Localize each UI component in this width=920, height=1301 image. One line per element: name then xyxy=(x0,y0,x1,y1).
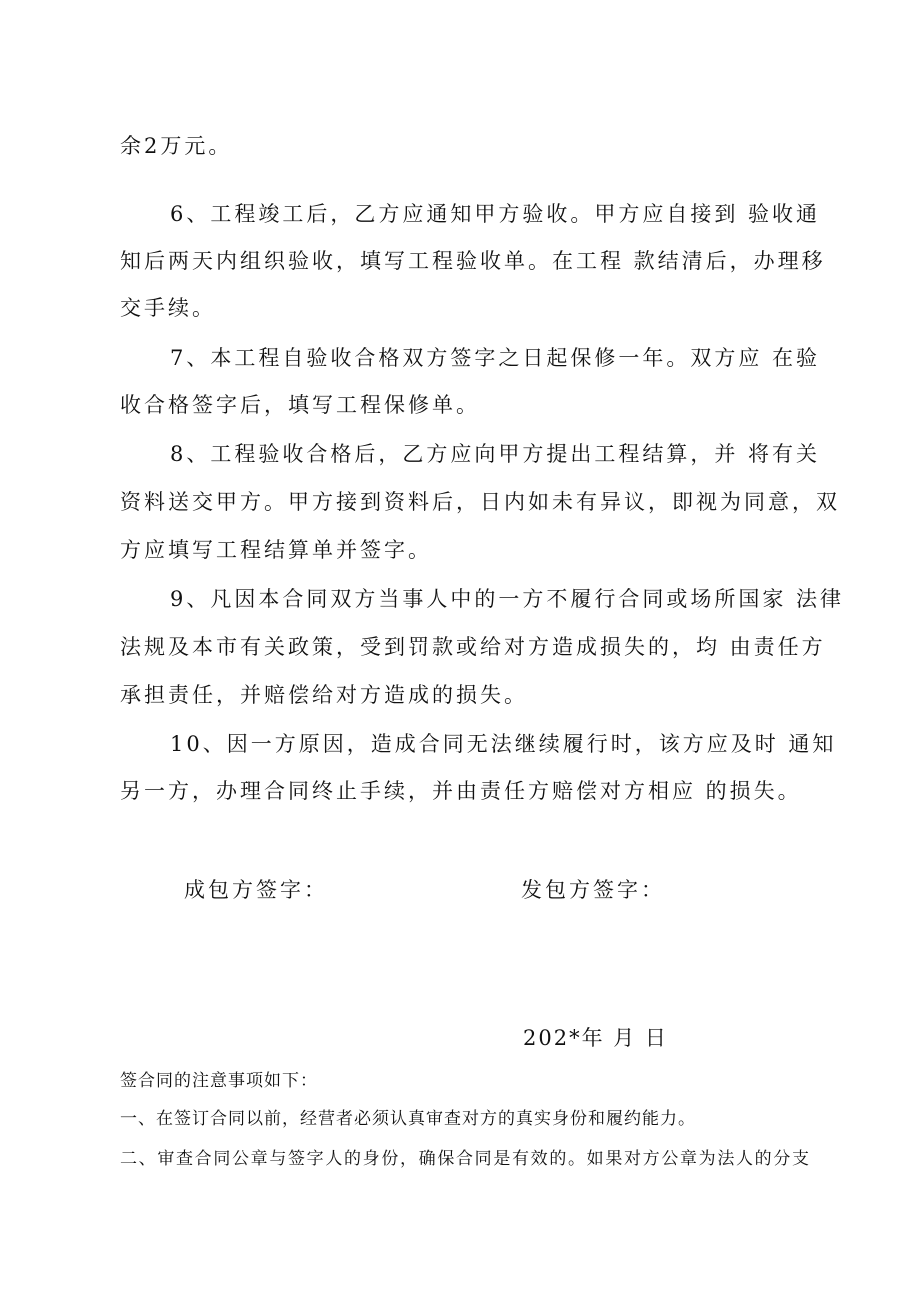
notes-item-1: 一、在签订合同以前，经营者必须认真审查对方的真实身份和履约能力。 xyxy=(120,1109,696,1129)
clause-6-line-3: 交手续。 xyxy=(120,296,216,320)
clause-8-line-2: 资料送交甲方。甲方接到资料后，日内如未有异议，即视为同意，双 xyxy=(120,490,840,514)
clause-5-tail: 余2万元。 xyxy=(120,134,233,158)
notes-item-2: 二、审查合同公章与签字人的身份，确保合同是有效的。如果对方公章为法人的分支 xyxy=(120,1149,810,1169)
clause-10-line-1: 10、因一方原因，造成合同无法继续履行时，该方应及时 通知 xyxy=(170,732,837,756)
clause-6-line-2: 知后两天内组织验收，填写工程验收单。在工程 款结清后，办理移 xyxy=(120,249,826,273)
notes-heading: 签合同的注意事项如下： xyxy=(120,1071,318,1091)
clause-7-line-2: 收合格签字后，填写工程保修单。 xyxy=(120,393,480,417)
clause-10-line-2: 另一方，办理合同终止手续，并由责任方赔偿对方相应 的损失。 xyxy=(120,779,802,803)
clause-8-line-3: 方应填写工程结算单并签字。 xyxy=(120,538,432,562)
clause-8-line-1: 8、工程验收合格后，乙方应向甲方提出工程结算，并 将有关 xyxy=(170,442,821,466)
clause-7-line-1: 7、本工程自验收合格双方签字之日起保修一年。双方应 在验 xyxy=(170,346,821,370)
employer-signature-label: 发包方签字： xyxy=(521,878,665,902)
clause-9-line-2: 法规及本市有关政策，受到罚款或给对方造成损失的，均 由责任方 xyxy=(120,635,826,659)
clause-9-line-1: 9、凡因本合同双方当事人中的一方不履行合同或场所国家 法律 xyxy=(170,587,845,611)
clause-6-line-1: 6、工程竣工后，乙方应通知甲方验收。甲方应自接到 验收通 xyxy=(170,202,821,226)
signing-date: 202*年 月 日 xyxy=(523,1026,668,1050)
contractor-signature-label: 成包方签字： xyxy=(184,878,328,902)
clause-9-line-3: 承担责任，并赔偿给对方造成的损失。 xyxy=(120,683,528,707)
